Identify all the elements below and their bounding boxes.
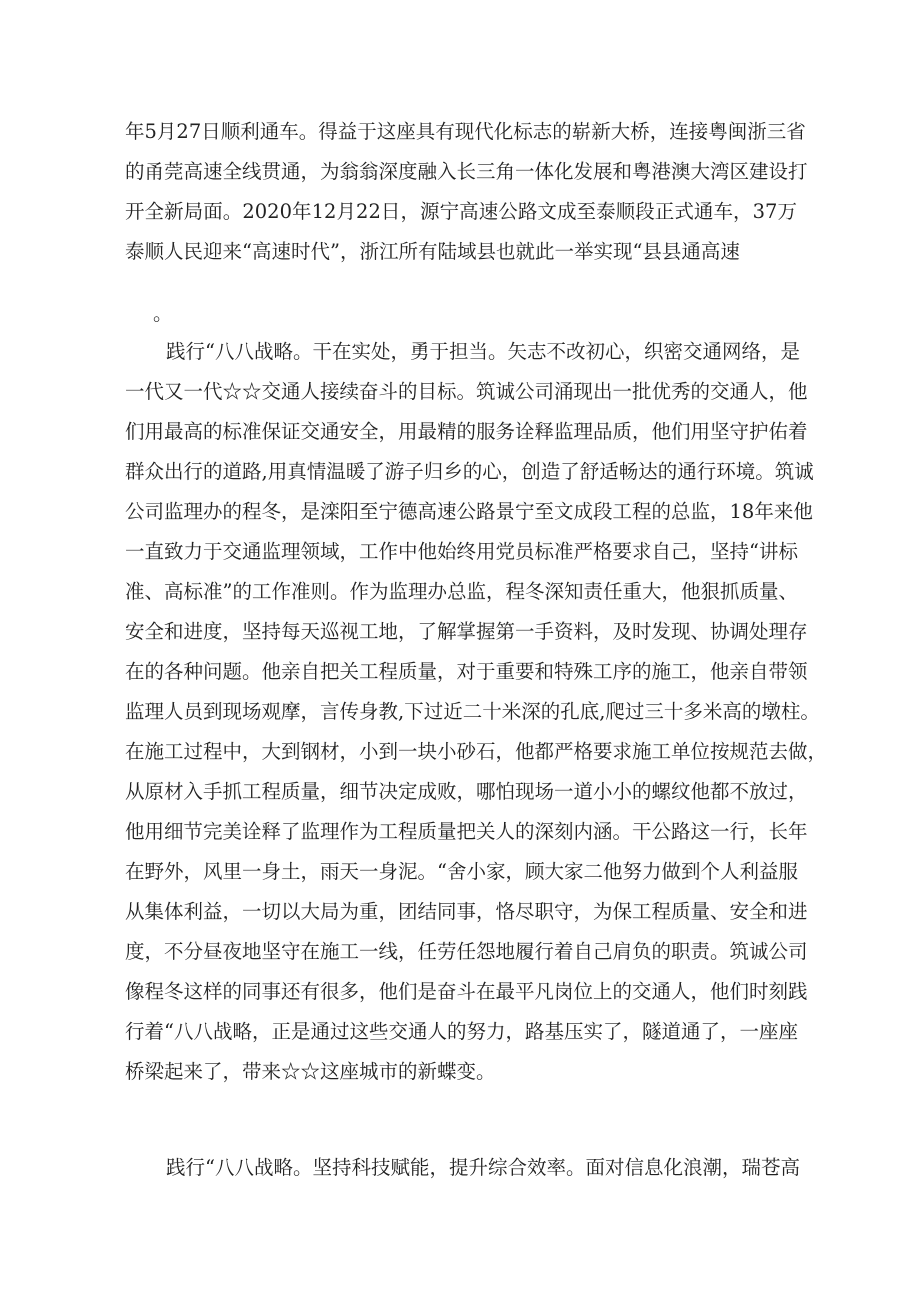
paragraph-2-line-15: 从集体利益，一切以大局为重，团结同事，恪尽职守，为保工程质量、安全和进 [125,900,808,923]
paragraph-2-line-2: 一代又一代☆☆交通人接续奋斗的目标。筑诚公司涌现出一批优秀的交通人，他 [125,380,808,403]
paragraph-2-line-6: 一直致力于交通监理领域，工作中他始终用党员标准严格要求自己，坚持“讲标 [125,540,798,563]
paragraph-2-line-12: 从原材入手抓工程质量，细节决定成败，哪怕现场一道小小的螺纹他都不放过， [125,780,808,803]
paragraph-3-line-1: 践行“八八战略。坚持科技赋能，提升综合效率。面对信息化浪潮，瑞苍高 [166,1156,800,1179]
paragraph-2-line-8: 安全和进度，坚持每天巡视工地，了解掌握第一手资料，及时发现、协调处理存 [125,620,808,643]
paragraph-2-line-13: 他用细节完美诠释了监理作为工程质量把关人的深刻内涵。干公路这一行，长年 [125,820,808,843]
paragraph-1-line-5: 。 [153,302,173,325]
paragraph-2-line-18: 行着“八八战略，正是通过这些交通人的努力，路基压实了，隧道通了，一座座 [125,1020,798,1043]
paragraph-1-line-4: 泰顺人民迎来“高速时代”，浙江所有陆域县也就此一举实现“县县通高速 [125,240,740,263]
paragraph-2-line-11: 在施工过程中，大到钢材，小到一块小砂石，他都严格要求施工单位按规范去做， [125,740,828,763]
paragraph-2-line-10: 监理人员到现场观摩，言传身教,下过近二十米深的孔底,爬过三十多米高的墩柱。 [125,700,820,723]
paragraph-2-line-3: 们用最高的标准保证交通安全，用最精的服务诠释监理品质，他们用坚守护佑着 [125,420,808,443]
paragraph-2-line-14: 在野外，风里一身土，雨天一身泥。“舍小家，顾大家二他努力做到个人利益服 [125,860,798,883]
paragraph-2-line-5: 公司监理办的程冬，是滦阳至宁德高速公路景宁至文成段工程的总监，18年来他 [125,500,813,523]
paragraph-2-line-16: 度，不分昼夜地坚守在施工一线，任劳任怨地履行着自己肩负的职责。筑诚公司 [125,940,808,963]
paragraph-2-line-1: 践行“八八战略。干在实处，勇于担当。矢志不改初心，织密交通网络，是 [166,340,800,363]
paragraph-2-line-9: 在的各种问题。他亲自把关工程质量，对于重要和特殊工序的施工，他亲自带领 [125,660,808,683]
paragraph-2-line-17: 像程冬这样的同事还有很多，他们是奋斗在最平凡岗位上的交通人，他们时刻践 [125,980,808,1003]
paragraph-2-line-19: 桥梁起来了，带来☆☆这座城市的新蝶变。 [125,1060,496,1083]
paragraph-1-line-1: 年5月27日顺利通车。得益于这座具有现代化标志的崭新大桥，连接粤闽浙三省 [125,120,806,143]
paragraph-2-line-7: 准、高标准”的工作准则。作为监理办总监，程冬深知责任重大，他狠抓质量、 [125,580,798,603]
paragraph-1-line-3: 开全新局面。2020年12月22日，源宁高速公路文成至泰顺段正式通车，37万 [125,200,797,223]
paragraph-2-line-4: 群众出行的道路,用真情温暖了游子归乡的心，创造了舒适畅达的通行环境。筑诚 [125,460,814,483]
paragraph-1-line-2: 的甬莞高速全线贯通，为翁翁深度融入长三角一体化发展和粤港澳大湾区建设打 [125,160,808,183]
